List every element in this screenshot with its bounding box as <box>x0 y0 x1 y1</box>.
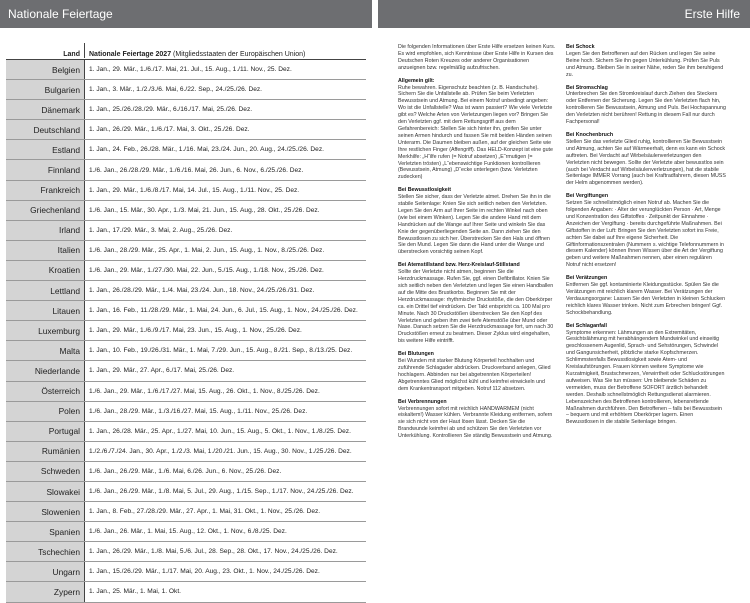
section-heading: Bei Knochenbruch <box>566 131 614 138</box>
country-name: Lettland <box>6 281 85 300</box>
country-name: Belgien <box>6 60 85 79</box>
holiday-table <box>6 43 366 603</box>
table-row <box>6 100 366 120</box>
holiday-dates: 1. Jan., 25. Mär., 1. Mai, 1. Okt. <box>89 588 181 596</box>
table-row <box>6 502 366 522</box>
country-name: Tschechien <box>6 542 85 561</box>
holiday-dates: 1. Jan., 25./26./28./29. Mär., 6./16./17. Mai, 25./26. Dez. <box>89 106 253 114</box>
section-heading: Bei Schlaganfall <box>566 322 607 329</box>
holiday-dates: 1./6. Jan., 26. Mär., 1. Mai, 15. Aug., 12. Okt., 1. Nov., 6./8./25. Dez. <box>89 528 287 536</box>
section-text: Setzen Sie schnellstmöglich einen Notruf ab. Machen Sie die folgenden Angaben: · Alter der verunglückten Person · Art, Menge und Konzentration des Giftstoffes · Zeitpunkt der Einnahme · Anzeichen der Vergiftung · bereits durchgeführte Maßnahmen. Bei Giftstoffen in der Luft: Bringen Sie den Verletzten sofort ins Freie, achten Sie dabei auf Ihre eigene Sicherheit. Die Giftinformationszentralen (Nummern s. wichtige Telefonnummern in diesem Kalender) können Ihnen Wissen über die Art der Vergiftung geben und weitere Maßnahmen nennen, aber einen regulären Notruf nicht ersetzen! <box>566 200 724 269</box>
first-aid-section <box>398 78 556 182</box>
table-row <box>6 522 366 542</box>
section-heading: Bei Atemstillstand bzw. Herz-Kreislauf-Stillstand <box>398 262 520 269</box>
country-name: Frankreich <box>6 181 85 200</box>
table-row <box>6 80 366 100</box>
table-row <box>6 361 366 381</box>
first-aid-section <box>398 187 556 256</box>
table-row <box>6 261 366 281</box>
country-name: Luxemburg <box>6 321 85 340</box>
first-aid-section <box>566 44 726 79</box>
country-name: Malta <box>6 341 85 360</box>
holiday-dates: 1. Jan., 29. Mär., 1./6./17. Mai, 21. Jul., 15. Aug., 1./11. Nov., 25. Dez. <box>89 66 292 74</box>
country-name: Schweden <box>6 462 85 481</box>
first-aid-section <box>398 351 556 392</box>
holiday-dates: 1. Jan., 3. Mär., 1./2./3./6. Mai, 6./22. Sep., 24./25./26. Dez. <box>89 86 262 94</box>
country-name: Spanien <box>6 522 85 541</box>
first-aid-column-1 <box>398 44 556 446</box>
page-gutter <box>372 0 378 533</box>
section-text: Stellen Sie das verletzte Glied ruhig, kontrollieren Sie Bewusstsein und Atmung, achten Sie auf Wärmeerhalt, denn es kann ein Schock auftreten. Bei Verdacht auf Wirbelsäulenverletzungen den Verletzten nicht bewegen. Sollte der Verletzte aber bewusstlos sein (auch bei Verdacht auf Wirbelsäulenverletzungen), hat die stabile Seitenlage IMMER Vorrang (auch bei Kraftradfahrern, diesen MUSS der Helm abgenommen werden). <box>566 138 726 187</box>
country-name: Bulgarien <box>6 80 85 99</box>
table-row <box>6 482 366 502</box>
table-row <box>6 462 366 482</box>
holiday-dates: 1. Jan., 24. Feb., 26./28. Mär., 1./16. Mai, 23./24. Jun., 20. Aug., 24./25./26. Dez. <box>89 146 324 154</box>
table-row <box>6 140 366 160</box>
holiday-dates: 1./6. Jan., 28./29. Mär., 1./3./16./27. Mai, 15. Aug., 1./11. Nov., 25./26. Dez. <box>89 407 308 415</box>
section-heading: Bei Bewusstlosigkeit <box>398 187 451 194</box>
holiday-dates: 1./2./6./7./24. Jan., 30. Apr., 1./2./3. Mai, 1./20./21. Jun., 15. Aug., 30. Nov., 1./25./26. Dez. <box>89 447 352 455</box>
holiday-dates: 1./6. Jan., 26./29. Mär., 1./8. Mai, 5. Jul., 29. Aug., 1./15. Sep., 1./17. Nov., 24./25./26. Dez. <box>89 488 354 496</box>
table-row <box>6 382 366 402</box>
first-aid-section <box>566 323 726 427</box>
holiday-dates: 1./6. Jan., 29. Mär., 1./6./17./27. Mai, 15. Aug., 26. Okt., 1. Nov., 8./25./26. Dez. <box>89 387 320 395</box>
country-name: Finnland <box>6 160 85 179</box>
holiday-dates: 1. Jan., 26./29. Mär., 1./6./17. Mai, 3. Okt., 25./26. Dez. <box>89 126 250 134</box>
country-name: Österreich <box>6 382 85 401</box>
section-text: Unterbrechen Sie den Stromkreislauf durch Ziehen des Steckers oder Entfernen der Sicherung. Legen Sie den Verletzten flach hin, kontrollieren Sie Bewusstsein, Atmung und Puls. Bei Hochspannung den Verletzten nicht berühren! Rettung in diesem Fall nur durch Fachpersonal! <box>566 91 726 126</box>
left-page-title: Nationale Feiertage <box>8 7 113 21</box>
section-heading: Bei Verätzungen <box>566 275 608 282</box>
table-row <box>6 160 366 180</box>
section-text: Ruhe bewahren. Eigenschutz beachten (z. B. Handschuhe). Sichern Sie die Unfallstelle ab. Prüfen Sie beim Verletzten Bewusstsein und Atmung. Bei einem Notruf unbedingt angeben: Wo ist die Unfallstelle? Was ist wann passiert? Wie viele Verletzte gibt es? Welche Arten von Verletzungen liegen vor? Bringen Sie den Verletzten ggf. mit dem Rettungsgriff aus dem Gefahrenbereich: Stellen Sie sich hinter ihn, greifen Sie unter seinen Armen hindurch und fassen Sie mit beiden Händen seinen Unterarm. Die Daumen bleiben außen, auf der gleichen Seite wie Ihre restlichen Finger (Affengriff). Das HELD-Konzept ist eine gute Merkhilfe: „H“ilfe rufen (= Notruf absetzen) „E“rmutigen (= Verletzten trösten) „L“ebenswichtige Funktionen kontrollieren (Bewusstsein, Atmung) „D“ecke unterlegen (bzw. Verletzten zudecken) <box>398 84 553 181</box>
holiday-dates: 1./6. Jan., 15. Mär., 30. Apr., 1./3. Mai, 21. Jun., 15. Aug., 28. Okt., 25./26. Dez. <box>89 206 320 214</box>
section-text: Symptome erkennen: Lähmungen an den Extremitäten, Gesichtslähmung mit herabhängendem Mundwinkel und einseitig geschlossenem Augenlid, Sprach- und Sehstörungen, Schwindel und Gangunsicherheit, plötzliche starke Kopfschmerzen. Schlimmstenfalls Bewusstlosigkeit sowie Atem- und Kreislaufstörungen. Frauen können weitere Symptome wie Kurzatmigkeit, Brustschmerzen, Verwirrtheit oder Schluckstörungen aufweisen. Was Sie tun müssen: Um bleibende Schäden zu vermeiden, muss der Betroffene SOFORT ärztlich behandelt werden. Deshalb schnellstmöglich Rettungsdienst alarmieren. Lebenszeichen des Betroffenen kontrollieren, lebensrettende Maßnahmen durchführen. Den Betroffenen – falls bei Bewusstsein – bequem und mit erhöhtem Oberkörper lagern. Einen Bewusstlosen in die stabile Seitenlage bringen. <box>566 329 725 426</box>
section-heading: Bei Vergiftungen <box>566 193 609 200</box>
column-header-dates <box>85 51 366 58</box>
country-name: Rumänien <box>6 442 85 461</box>
country-name: Litauen <box>6 301 85 320</box>
holiday-dates: 1. Jan., 10. Feb., 19./26./31. Mär., 1. Mai, 7./29. Jun., 15. Aug., 8./21. Sep., 8./13./25. Dez. <box>89 347 353 355</box>
left-page-header <box>0 0 372 28</box>
country-name: Italien <box>6 241 85 260</box>
holiday-dates: 1. Jan., 8. Feb., 27./28./29. Mär., 27. Apr., 1. Mai, 31. Okt., 1. Nov., 25./26. Dez. <box>89 508 321 516</box>
first-aid-section <box>566 85 726 126</box>
holiday-dates: 1. Jan., 15./26./29. Mär., 1./17. Mai, 20. Aug., 23. Okt., 1. Nov., 24./25./26. Dez. <box>89 568 320 576</box>
holiday-dates: 1. Jan., 17./29. Mär., 3. Mai, 2. Aug., 25./26. Dez. <box>89 226 233 234</box>
column-header-subtitle: (Mitgliedsstaaten der Europäischen Union) <box>173 51 306 58</box>
table-body <box>6 60 366 603</box>
section-heading: Bei Blutungen <box>398 351 434 358</box>
country-name: Niederlande <box>6 361 85 380</box>
section-text: Die folgenden Informationen über Erste Hilfe ersetzen keinen Kurs. Es wird empfohlen, sich Kenntnisse über Erste Hilfe in Kursen des Deutschen Roten Kreuzes oder anderer Organisationen anzueignen bzw. regelmäßig aufzufrischen. <box>398 44 556 71</box>
section-text: Verbrennungen sofort mit reichlich HANDWARMEM (nicht eiskaltem!) Wasser kühlen. Verbrannte Kleidung entfernen, sofern sie sich nicht von der Haut lösen lässt. Decken Sie die Brandwunde keimfrei ab und schützen Sie den Verletzten vor Unterkühlung. Kontrollieren Sie ständig Bewusstsein und Atmung. <box>398 405 553 440</box>
country-name: Kroatien <box>6 261 85 280</box>
country-name: Ungarn <box>6 562 85 581</box>
holiday-dates: 1. Jan., 16. Feb., 11./28./29. Mär., 1. Mai, 24. Jun., 6. Jul., 15. Aug., 1. Nov., 24./25./26. Dez. <box>89 307 358 315</box>
section-text: Stellen Sie sicher, dass der Verletzte atmet. Drehen Sie ihn in die stabile Seitenlage: Knien Sie sich seitlich neben den Verletzten. Legen Sie den Arm auf Ihrer Seite im rechten Winkel nach oben (wie bei einem Winken). Legen Sie die andere Hand mit dem Handrücken auf die Wange auf Ihrer Seite und winkeln Sie das Knie der gegenüberliegenden Seite an. Dann ziehen Sie den Bewusstlosen zu sich her. Überstrecken Sie den Hals und öffnen Sie den Mund. Legen Sie dann die Hand unter die Wange und überstrecken vorsichtig seinen Kopf. <box>398 194 551 256</box>
section-text: Entfernen Sie ggf. kontaminierte Kleidungsstücke. Spülen Sie die Verätzungen mit reichlich klarem Wasser. Bei Verätzungen der Verdauungsorgane: Lassen Sie den Verletzten in kleinen Schlucken reichlich klares Wasser trinken. Nicht zum Erbrechen bringen! Ggf. Schockbehandlung. <box>566 282 726 316</box>
table-row <box>6 201 366 221</box>
first-aid-section <box>398 44 556 72</box>
table-row <box>6 181 366 201</box>
holiday-dates: 1./6. Jan., 29. Mär., 1./27./30. Mai, 22. Jun., 5./15. Aug., 1./18. Nov., 25./26. Dez. <box>89 266 324 274</box>
holiday-dates: 1. Jan., 26./29. Mär., 1./8. Mai, 5./6. Jul., 28. Sep., 28. Okt., 17. Nov., 24./25./26. Dez. <box>89 548 338 556</box>
first-aid-column-2 <box>566 44 726 432</box>
table-row <box>6 562 366 582</box>
country-name: Irland <box>6 221 85 240</box>
country-name: Deutschland <box>6 120 85 139</box>
holiday-dates: 1. Jan., 26./28. Mär., 25. Apr., 1./27. Mai, 10. Jun., 15. Aug., 5. Okt., 1. Nov., 1./8./25. Dez. <box>89 427 351 435</box>
section-text: Bei Wunden mit starker Blutung Körperteil hochhalten und zuführende Schlagader abdrücken. Druckverband anlegen, Glied hochlagern. Abbinden nur bei abgetrennten Körperteilen! Abgetrenntes Glied möglichst kühl und keimfrei einwickeln und dem Krankentransport mitgeben. Notruf 112 absetzen. <box>398 358 551 392</box>
table-row <box>6 341 366 361</box>
section-heading: Bei Schock <box>566 44 595 50</box>
table-row <box>6 402 366 422</box>
table-row <box>6 442 366 462</box>
table-row <box>6 301 366 321</box>
holiday-dates: 1./6. Jan., 26./28./29. Mär., 1./6./16. Mai, 26. Jun., 6. Nov., 6./25./26. Dez. <box>89 166 304 174</box>
table-row <box>6 281 366 301</box>
section-heading: Allgemein gilt: <box>398 77 435 84</box>
table-row <box>6 60 366 80</box>
holiday-dates: 1. Jan., 29. Mär., 27. Apr., 6./17. Mai, 25./26. Dez. <box>89 367 235 375</box>
country-name: Estland <box>6 140 85 159</box>
country-name: Dänemark <box>6 100 85 119</box>
country-name: Polen <box>6 402 85 421</box>
table-row <box>6 542 366 562</box>
first-aid-section <box>566 275 726 316</box>
table-row <box>6 422 366 442</box>
first-aid-section <box>566 132 726 187</box>
first-aid-section <box>398 399 556 440</box>
section-text: Legen Sie den Betroffenen auf den Rücken und legen Sie seine Beine hoch. Sichern Sie ihn gegen Unterkühlung. Prüfen Sie Puls und Atmung. Bleiben Sie in seiner Nähe, reden Sie ihm beruhigend zu. <box>566 50 724 78</box>
table-row <box>6 120 366 140</box>
holiday-dates: 1. Jan., 29. Mär., 1./6./9./17. Mai, 23. Jun., 15. Aug., 1. Nov., 25./26. Dez. <box>89 327 302 335</box>
section-text: Sollte der Verletzte nicht atmen, beginnen Sie die Herzdruckmassage. Rufen Sie, ggf. einen Defibrillator. Knien Sie sich seitlich neben den Verletzten und legen Sie einen Handballen auf die Mitte des Brustkorbs. Beginnen Sie mit der Herzdruckmassage: rhythmische Druckstöße, die den Oberkörper ca. ein Drittel tief eindrücken. Der Takt entspricht ca. 100 Mal pro Minute. Nach 30 Druckstößen überstrecken Sie den Kopf des Verletzten und geben ihm zwei tiefe Atemstöße über Mund oder Nase. Danach setzen Sie die Herzdruckmassage fort, um nach 30 Druckstößen erneut zu beatmen. Dieser Zyklus wird eingehalten, bis weitere Hilfe eintrifft. <box>398 269 554 345</box>
country-name: Zypern <box>6 582 85 601</box>
table-header <box>6 43 366 60</box>
holiday-dates: 1. Jan., 29. Mär., 1./6./8./17. Mai, 14. Jul., 15. Aug., 1./11. Nov., 25. Dez. <box>89 186 300 194</box>
table-row <box>6 321 366 341</box>
first-aid-section <box>398 262 556 345</box>
right-page-header <box>378 0 750 28</box>
column-header-land: Land <box>6 43 85 58</box>
table-row <box>6 241 366 261</box>
holiday-dates: 1./6. Jan., 28./29. Mär., 25. Apr., 1. Mai, 2. Jun., 15. Aug., 1. Nov., 8./25./26. Dez. <box>89 246 325 254</box>
table-row <box>6 582 366 602</box>
country-name: Griechenland <box>6 201 85 220</box>
column-header-title: Nationale Feiertage 2027 <box>89 51 172 58</box>
country-name: Slowakei <box>6 482 85 501</box>
holiday-dates: 1. Jan., 26./28./29. Mär., 1./4. Mai, 23./24. Jun., 18. Nov., 24./25./26./31. Dez. <box>89 287 315 295</box>
right-page-title: Erste Hilfe <box>684 7 740 21</box>
section-heading: Bei Stromschlag <box>566 84 608 91</box>
section-heading: Bei Verbrennungen <box>398 398 447 405</box>
country-name: Slowenien <box>6 502 85 521</box>
country-name: Portugal <box>6 422 85 441</box>
first-aid-section <box>566 193 726 269</box>
table-row <box>6 221 366 241</box>
holiday-dates: 1./6. Jan., 26./29. Mär., 1./6. Mai, 6./26. Jun., 6. Nov., 25./26. Dez. <box>89 467 282 475</box>
